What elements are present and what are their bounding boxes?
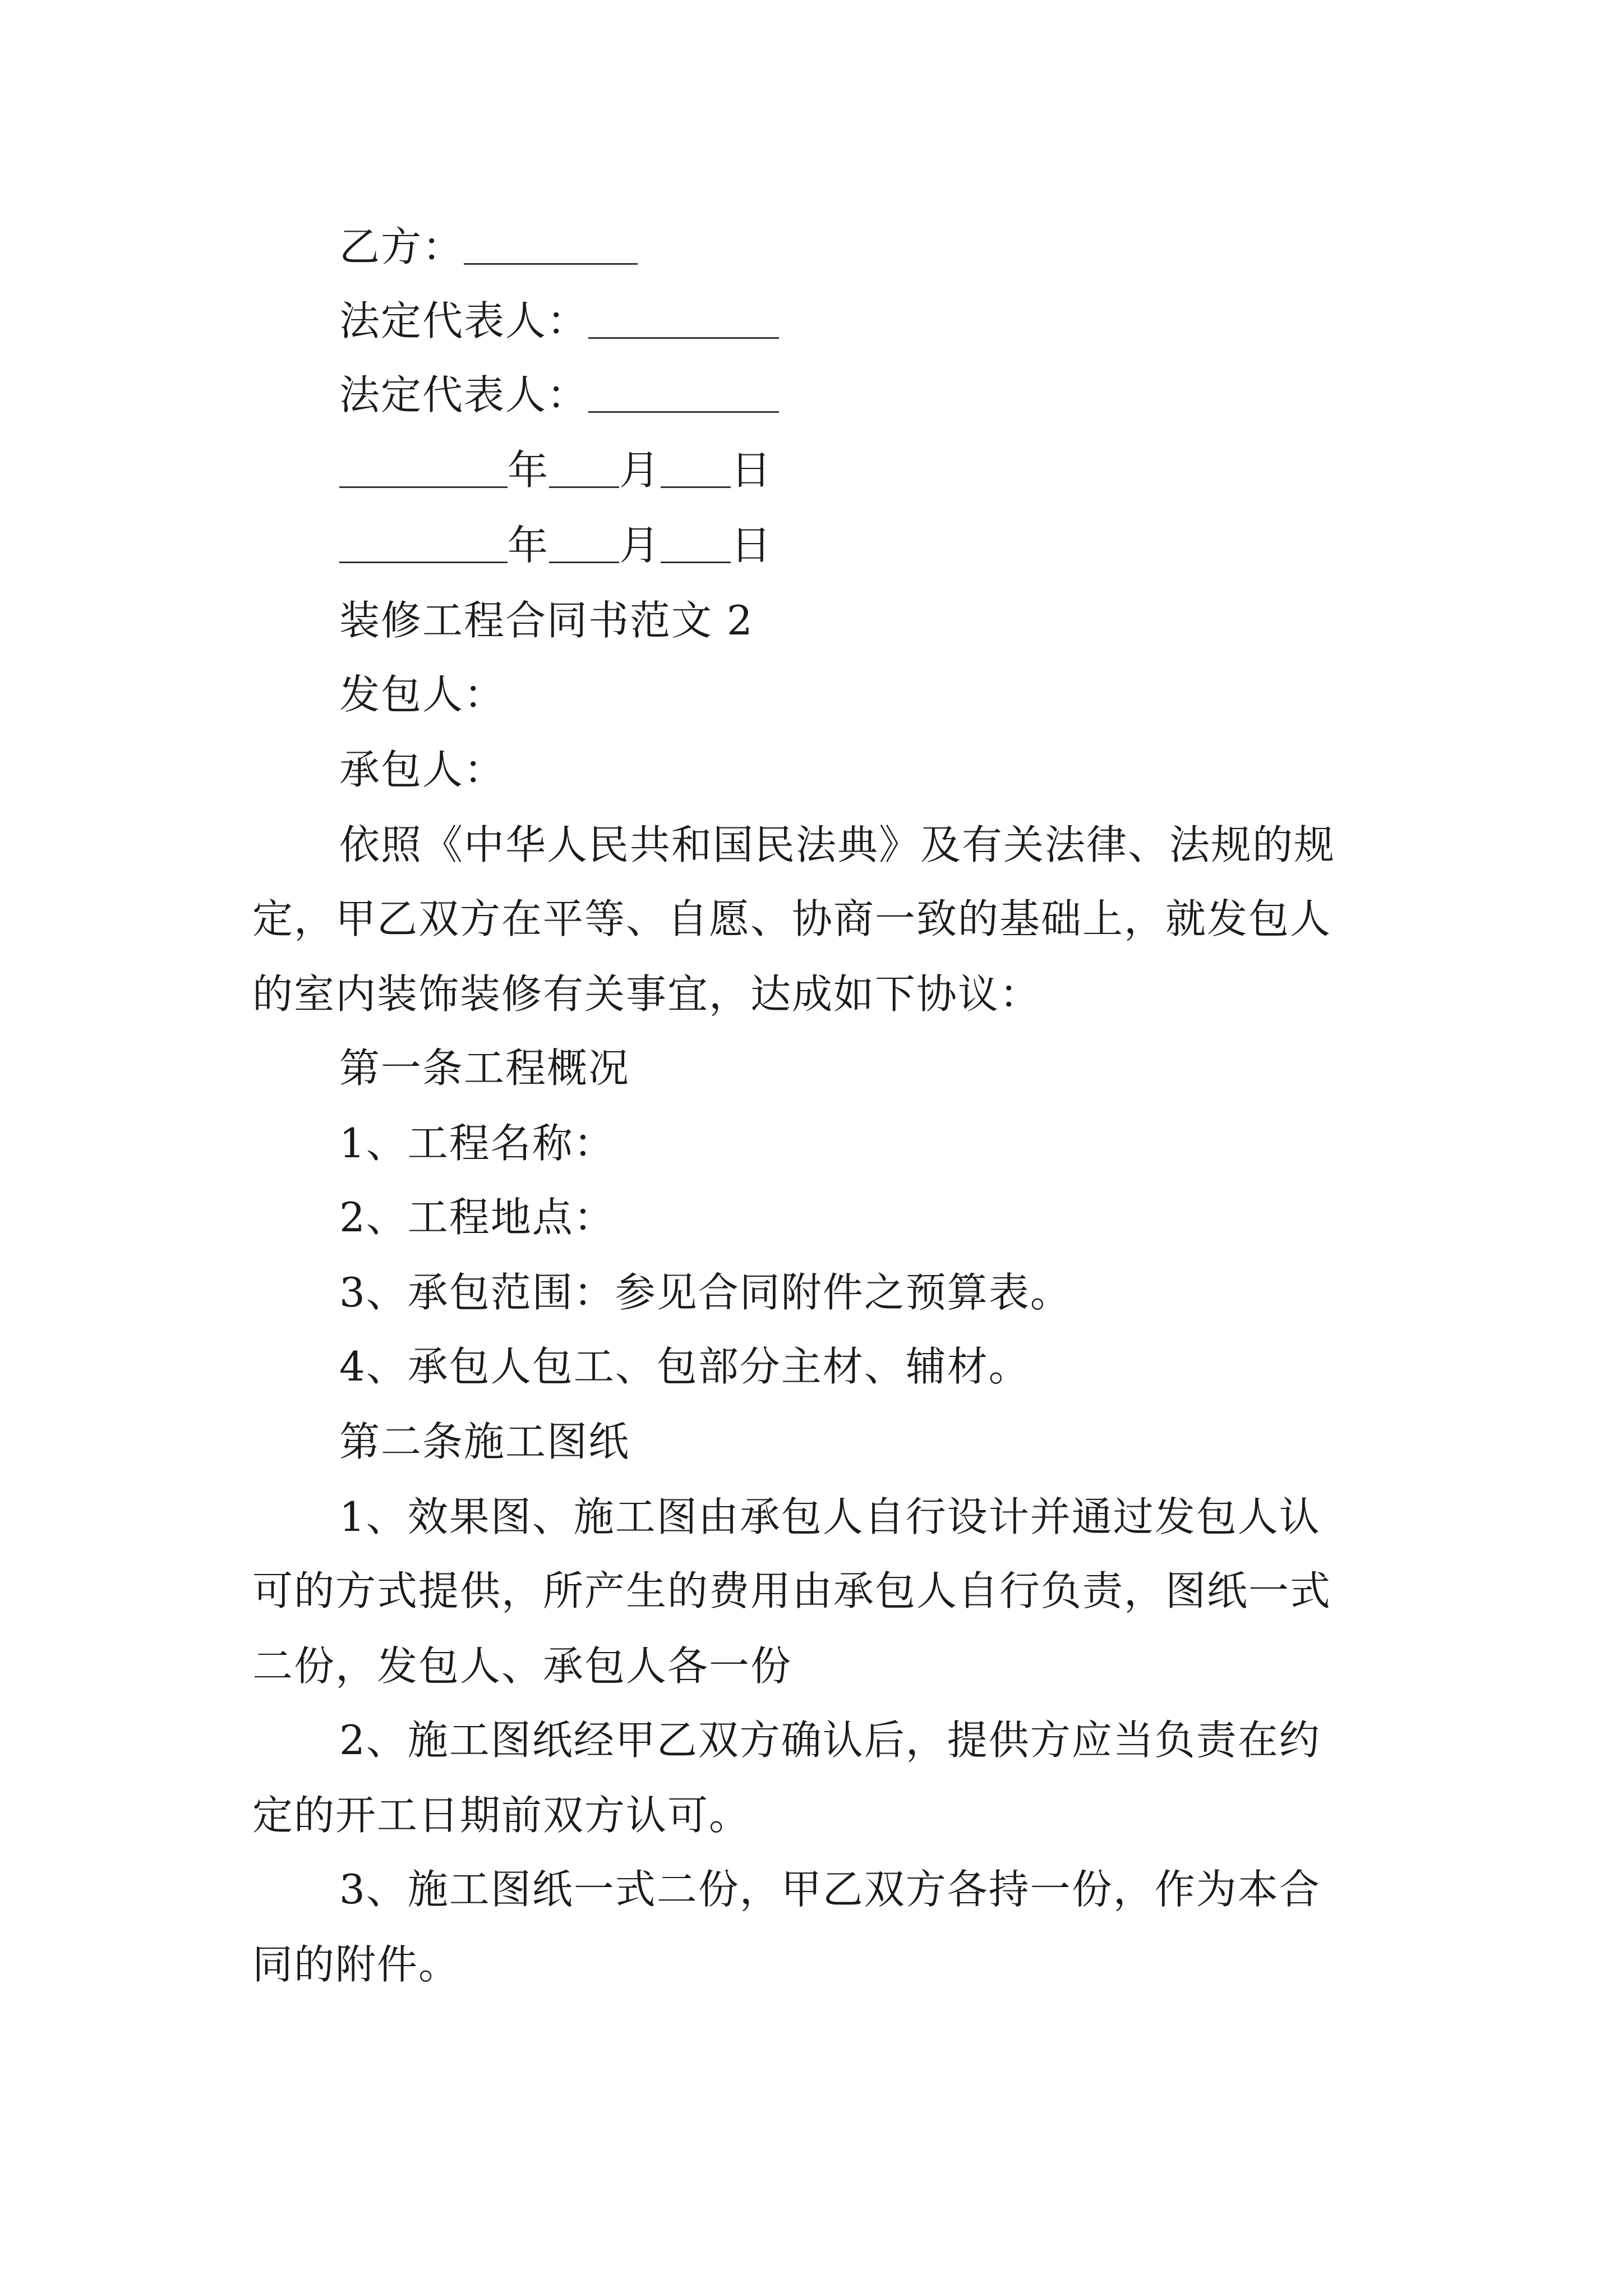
article-1-item: 4、承包人包工、包部分主材、辅材。	[339, 1343, 1030, 1390]
day-label: 日	[731, 447, 773, 494]
article-2-para-1-line: 二份，发包人、承包人各一份	[252, 1642, 792, 1690]
date-line-1	[339, 447, 1396, 494]
party-b-line	[339, 223, 1396, 270]
article-2-para-2-line: 2、施工图纸经甲乙双方确认后，提供方应当负责在约	[339, 1717, 1321, 1764]
month-blank	[549, 523, 619, 563]
month-label: 月	[619, 447, 661, 494]
document-heading: 装修工程合同书范文 2	[339, 597, 754, 644]
year-blank	[339, 523, 508, 563]
party-b-label: 乙方：	[339, 223, 464, 270]
month-label: 月	[619, 522, 661, 569]
year-label: 年	[508, 522, 550, 569]
article-1-item: 3、承包范围：参见合同附件之预算表。	[339, 1269, 1072, 1316]
article-1-item: 2、工程地点：	[339, 1194, 615, 1241]
year-label: 年	[508, 447, 550, 494]
day-label: 日	[731, 522, 773, 569]
representative-label: 法定代表人：	[339, 297, 589, 344]
article-2-para-3-line: 同的附件。	[252, 1941, 460, 1988]
employer-line: 发包人：	[339, 671, 506, 718]
representative-blank	[588, 372, 779, 413]
representative-line-2	[339, 371, 1396, 418]
article-2-para-1-line: 可的方式提供，所产生的费用由承包人自行负责，图纸一式	[252, 1567, 1332, 1614]
article-2-para-2-line: 定的开工日期前双方认可。	[252, 1792, 751, 1839]
article-1-item: 1、工程名称：	[339, 1120, 615, 1167]
preamble-line: 定，甲乙双方在平等、自愿、协商一致的基础上，就发包人	[252, 895, 1332, 942]
representative-label: 法定代表人：	[339, 371, 589, 418]
article-2-para-1-line: 1、效果图、施工图由承包人自行设计并通过发包人认	[339, 1493, 1321, 1540]
day-blank	[661, 448, 731, 488]
month-blank	[549, 448, 619, 488]
representative-line-1	[339, 297, 1396, 344]
contractor-line: 承包人：	[339, 746, 506, 793]
article-2-title: 第二条施工图纸	[339, 1418, 630, 1465]
party-b-blank	[464, 224, 638, 265]
article-1-title: 第一条工程概况	[339, 1045, 630, 1092]
year-blank	[339, 448, 508, 488]
date-line-2	[339, 522, 1396, 569]
article-2-para-3-line: 3、施工图纸一式二份，甲乙双方各持一份，作为本合	[339, 1866, 1321, 1913]
preamble-line: 依照《中华人民共和国民法典》及有关法律、法规的规	[339, 821, 1336, 868]
day-blank	[661, 523, 731, 563]
preamble-line: 的室内装饰装修有关事宜，达成如下协议：	[252, 970, 1041, 1018]
representative-blank	[588, 298, 779, 339]
